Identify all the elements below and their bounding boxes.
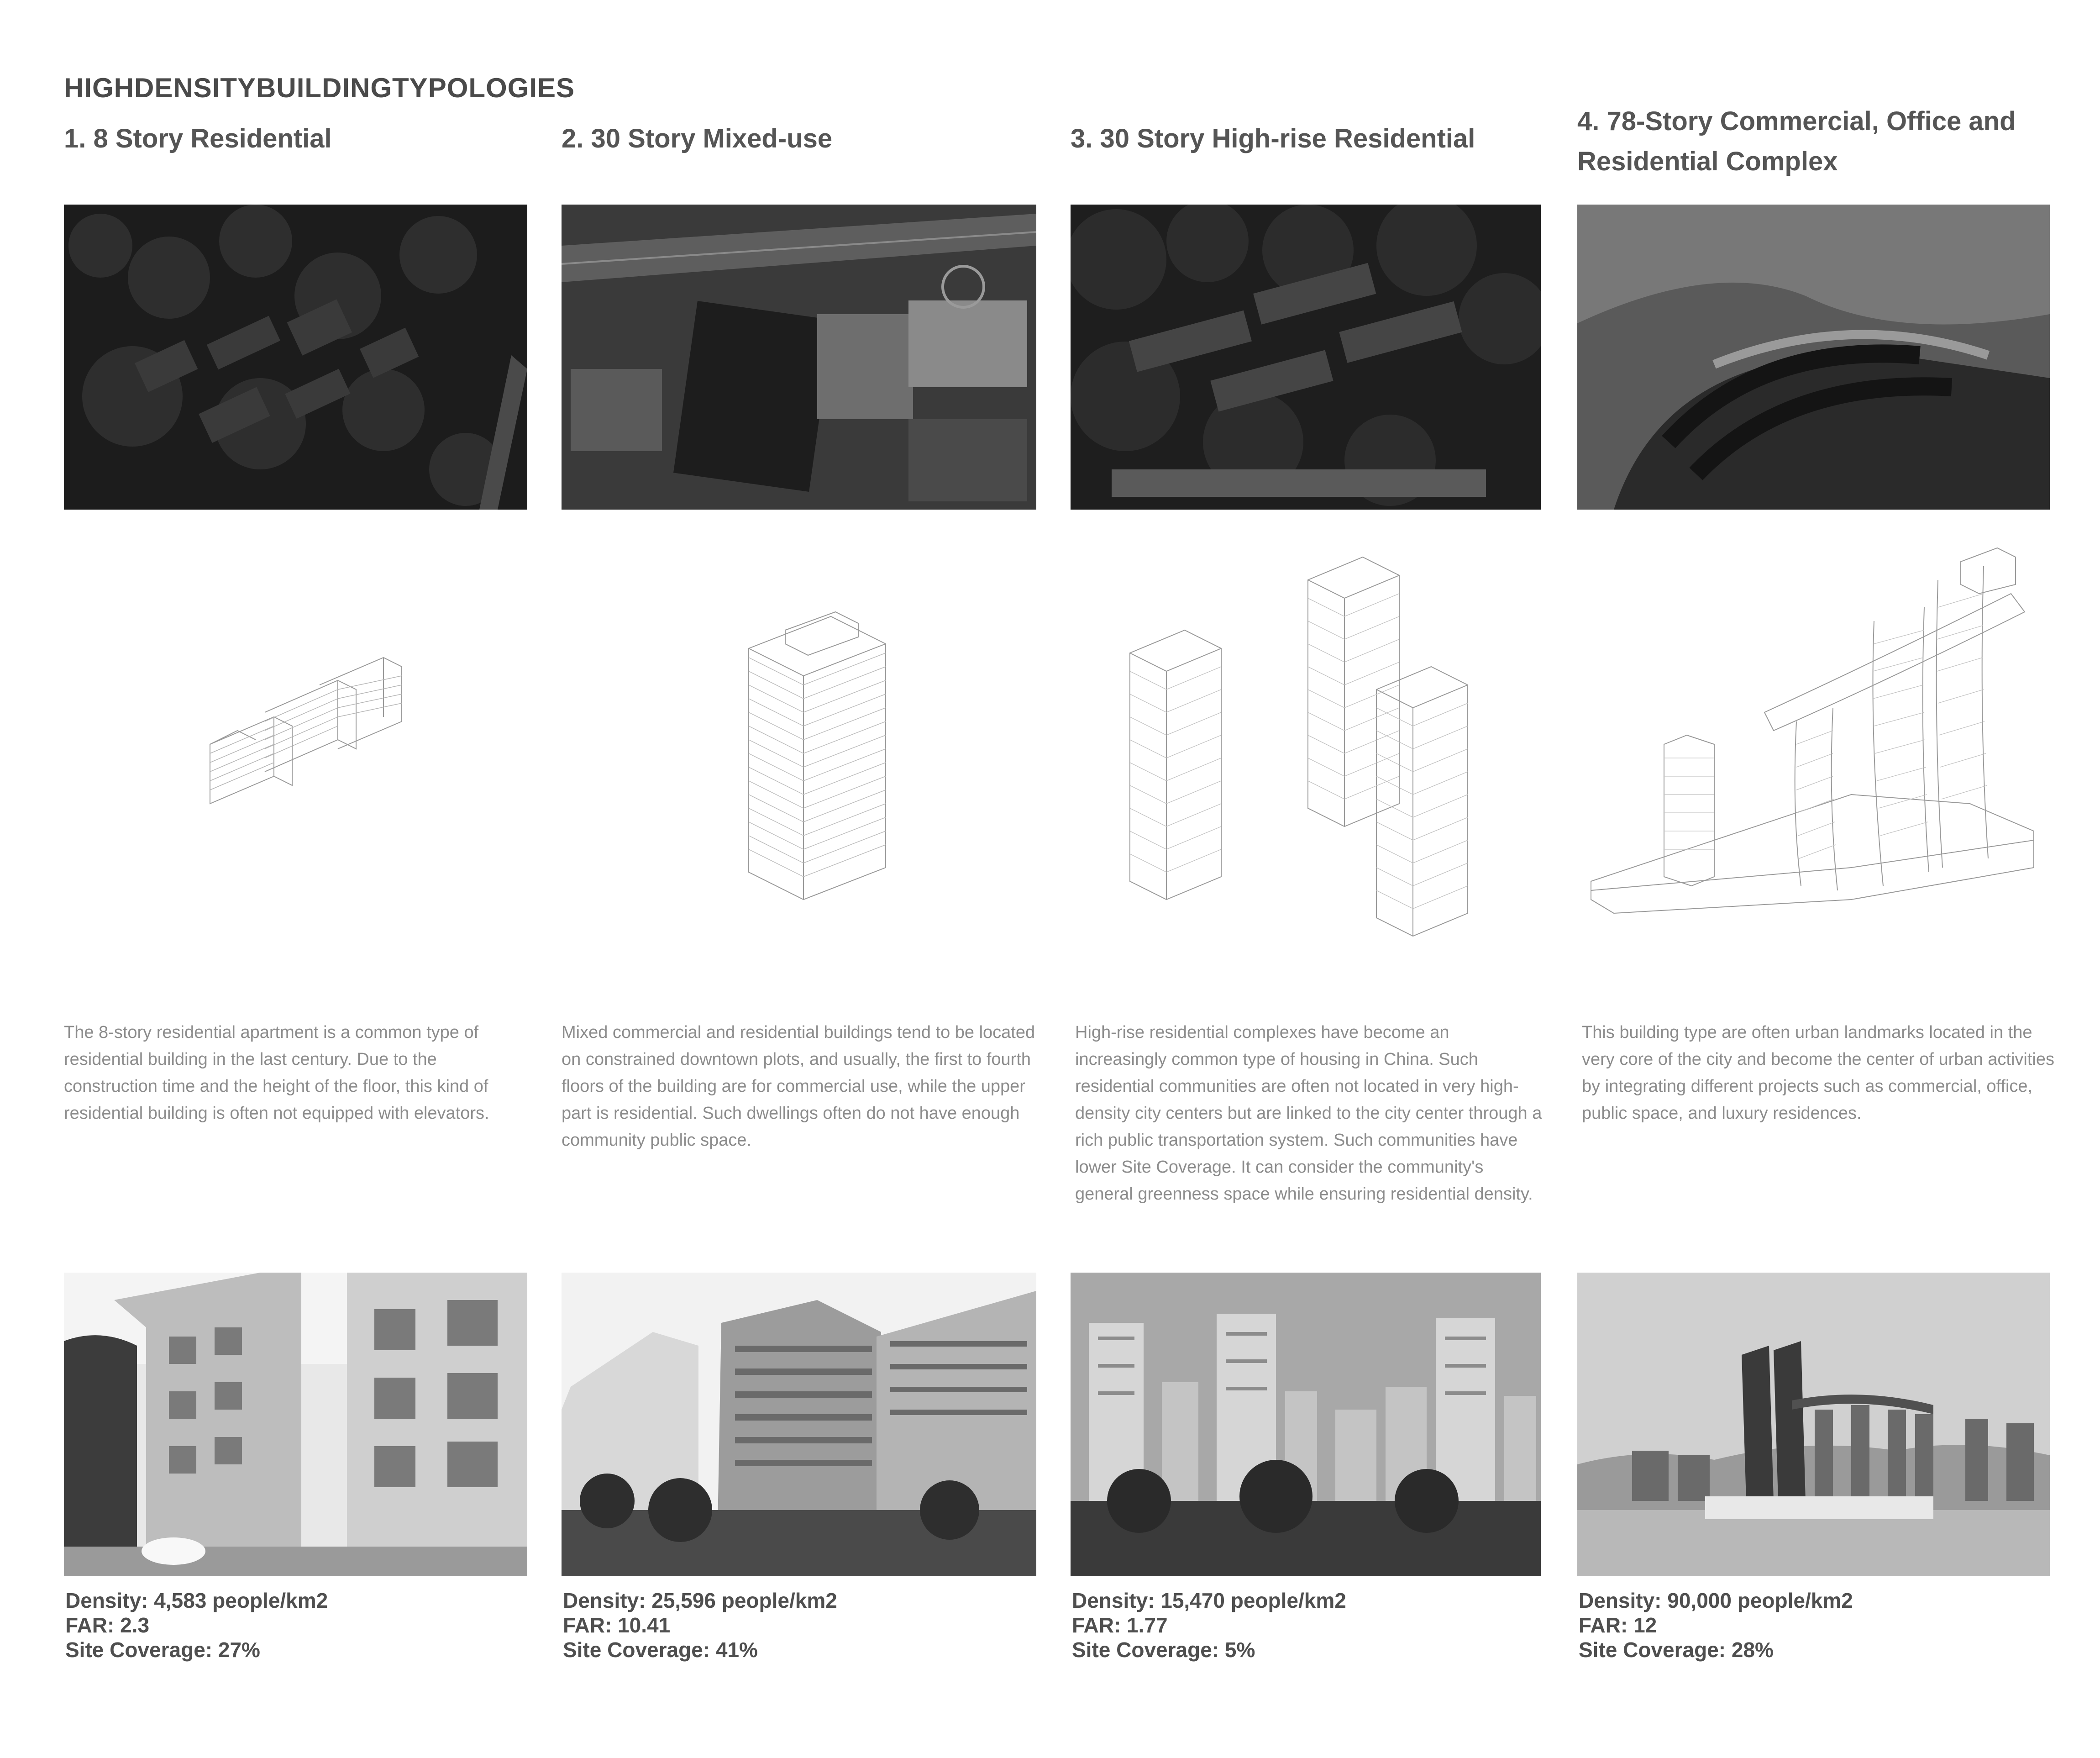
aerial-photo [64, 205, 527, 510]
typology-description: Mixed commercial and residential buildings tend to be located on constrained downtown plots, and usually, the first to fourth floors of the building are for commercial use, while the upper part is residential. Such dwellings often do not have enough community public space. [562, 1023, 1035, 1150]
site-coverage-value: Site Coverage: 27% [65, 1638, 260, 1662]
typology-title: 2. 30 Story Mixed-use [562, 124, 833, 153]
typology-column-2 [562, 0, 1036, 1758]
typology-stats [65, 1588, 529, 1662]
far-value: FAR: 10.41 [563, 1613, 671, 1637]
density-value: Density: 90,000 people/km2 [1579, 1589, 1853, 1612]
axonometric-diagram [1577, 539, 2050, 950]
site-coverage-value: Site Coverage: 5% [1072, 1638, 1255, 1662]
typology-title: 3. 30 Story High-rise Residential [1071, 124, 1475, 153]
aerial-photo [1071, 205, 1541, 510]
street-photo [1577, 1273, 2050, 1576]
site-coverage-value: Site Coverage: 28% [1579, 1638, 1774, 1662]
aerial-photo [562, 205, 1036, 510]
street-photo [562, 1273, 1036, 1576]
far-value: FAR: 12 [1579, 1613, 1657, 1637]
typology-column-1 [64, 0, 527, 1758]
typology-title: 1. 8 Story Residential [64, 124, 332, 153]
typology-stats [1579, 1588, 2051, 1662]
typology-description: The 8-story residential apartment is a common type of residential building in the last century. Due to the construction time and the height of the floor, this kind of residential building is often not equipped with elevators. [64, 1023, 489, 1123]
page-title: HIGHDENSITYBUILDINGTYPOLOGIES [64, 73, 575, 103]
aerial-photo [1577, 205, 2050, 510]
typology-stats [563, 1588, 1038, 1662]
far-value: FAR: 2.3 [65, 1613, 150, 1637]
street-photo [1071, 1273, 1541, 1576]
typology-column-3 [1071, 0, 1541, 1758]
density-value: Density: 15,470 people/km2 [1072, 1589, 1346, 1612]
typology-stats [1072, 1588, 1542, 1662]
axonometric-diagram [64, 539, 527, 950]
street-photo [64, 1273, 527, 1576]
density-value: Density: 25,596 people/km2 [563, 1589, 837, 1612]
density-value: Density: 4,583 people/km2 [65, 1589, 328, 1612]
axonometric-diagram [1071, 539, 1541, 950]
axonometric-diagram [562, 539, 1036, 950]
typology-description: This building type are often urban landmarks located in the very core of the city and become the center of urban activities by integrating different projects such as commercial, office, public space, and luxury residences. [1582, 1023, 2054, 1123]
typology-description: High-rise residential complexes have become an increasingly common type of housing in China. Such residential communities are often not located in very high-density city centers but are linked to the city center through a rich public transportation system. Such communities have lower Site Coverage. It can consider the community's general greenness space while ensuring residential density. [1075, 1023, 1542, 1204]
typology-title: 4. 78-Story Commercial, Office and Residential Complex [1577, 106, 2016, 176]
site-coverage-value: Site Coverage: 41% [563, 1638, 758, 1662]
far-value: FAR: 1.77 [1072, 1613, 1168, 1637]
typology-column-4 [1577, 0, 2054, 1758]
